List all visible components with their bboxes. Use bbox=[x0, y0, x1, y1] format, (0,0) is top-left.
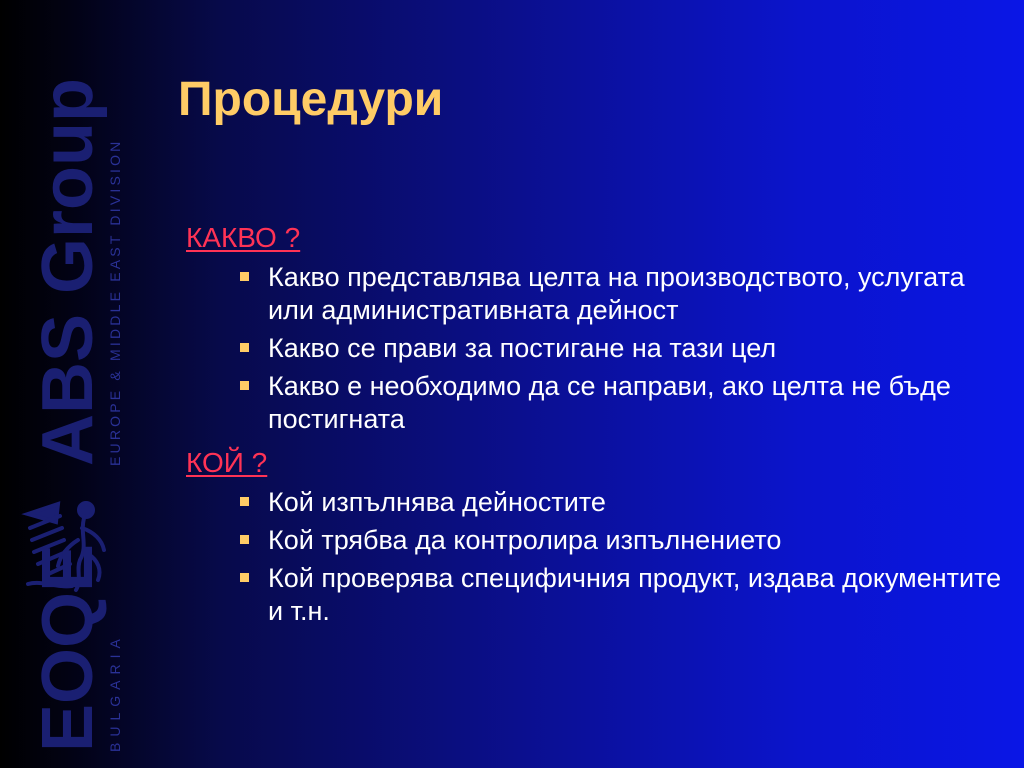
list-item: Какво е необходимо да се направи, ако целта не бъде постигната bbox=[268, 370, 1006, 436]
who-list bbox=[186, 486, 1006, 628]
bullet-icon bbox=[240, 535, 249, 544]
bullet-icon bbox=[240, 381, 249, 390]
slide-content bbox=[186, 220, 1006, 633]
list-item: Кой проверява специфичния продукт, издава документите и т.н. bbox=[268, 562, 1006, 628]
country-label: BULGARIA bbox=[107, 633, 123, 752]
section-heading-who: КОЙ ? bbox=[186, 447, 268, 478]
eoqe-logo: EOQE bbox=[28, 543, 108, 752]
section-heading-what: КАКВО ? bbox=[186, 222, 301, 253]
list-item: Кой трябва да контролира изпълнението bbox=[268, 524, 1006, 557]
bullet-icon bbox=[240, 573, 249, 582]
bullet-icon bbox=[240, 343, 249, 352]
division-label: EUROPE & MIDDLE EAST DIVISION bbox=[107, 138, 123, 466]
branding-sidebar bbox=[0, 0, 150, 768]
list-item: Какво представлява целта на производството, услугата или административната дейност bbox=[268, 261, 1006, 327]
list-item: Какво се прави за постигане на тази цел bbox=[268, 332, 1006, 365]
slide-title: Процедури bbox=[178, 73, 444, 126]
company-name: ABS Group bbox=[28, 78, 108, 466]
bullet-icon bbox=[240, 272, 249, 281]
what-list bbox=[186, 261, 1006, 436]
list-item: Кой изпълнява дейностите bbox=[268, 486, 1006, 519]
bullet-icon bbox=[240, 497, 249, 506]
